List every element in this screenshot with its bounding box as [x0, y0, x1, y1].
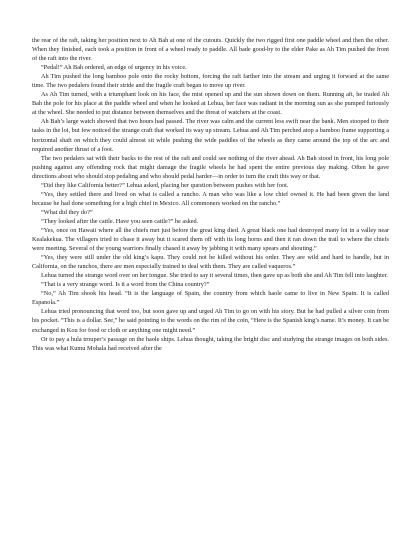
- paragraph: Lehua turned the strange word over on her tongue. She tried to say it several times, then gave up as both she and Ah Tim fell into laughter.: [41, 272, 388, 280]
- paragraph: Lehua tried pronouncing that word too, but soon gave up and urged Ah Tim to go on with his story. But he had pulled a silver coin from his pocket. “This is a dollar. See,” he said pointing to the words on the rim of the coin, “Here is the Spanish king’s name. It’s money. It can be exchanged in Kou for food or cloth or anything one might need.”: [32, 308, 389, 334]
- paragraph: the rear of the raft, taking her position next to Ah Bah at one of the cutouts. Quickly the two rigged first one paddle wheel and then the other. When they finished, each took a position in front of a wheel ready to paddle. All bade good-by to the elder Pake as Ah Tim pushed the front of the raft into the river.: [32, 37, 389, 63]
- document-page: [32, 36, 389, 353]
- paragraph: “What did they do?”: [41, 208, 93, 216]
- paragraph: “That is a very strange word. Is it a word from the China country?”: [41, 281, 210, 289]
- paragraph: As Ah Tim turned, with a triumphant look on his face, the mist opened up and the sun shown down on them. Running aft, he traded Ah Bah the pole for his place at the paddle wheel and when he looked at Lehua, her face was radiant in the morning sun as she pumped furiously at the wheel. She needed to put distance between themselves and the threat of watchers at the coast.: [32, 91, 389, 117]
- paragraph: Or to pay a hula trouper’s passage on the haole ships. Lehua thought, taking the bright disc and studying the strange images on both sides. This was what Kumu Mohala had received after the: [32, 335, 389, 352]
- paragraph: “Pedal!” Ah Bah ordered, an edge of urgency in his voice.: [41, 64, 187, 72]
- paragraph: “Yes, once on Hawaii where all the chiefs met just before the great king died. A great black one had destroyed many loi in a valley near Kealakekua. The villagers tried to chase it away but it scared them off with its long horns and then it ran down the trail to where the chiefs were meeting. Several of the young warriors finally chased it away by jabbing it with many spears and shouting.”: [32, 226, 389, 253]
- paragraph: “Did they like California better?” Lehua asked, placing her question between pushes with her foot.: [41, 181, 289, 189]
- paragraph: “No,” Ah Tim shook his head. “It is the language of Spain, the country from which haole came to live in New Spain. It is called Espanola.”: [32, 290, 389, 307]
- paragraph: “Yes, they were still under the old king’s kapu. They could not be killed without his order. They are wild and hard to handle, but in California, on the ranchos, there are men especially trained to deal with them. They are called vaqueros.”: [32, 254, 389, 271]
- paragraph: “They looked after the cattle. Have you seen cattle?” he asked.: [41, 217, 199, 225]
- paragraph: Ah Tim pushed the long bamboo pole onto the rocky bottom, forcing the raft farther into the stream and urging it forward at the same time. The two pedalers found their stride and the fragile craft began to move up river.: [32, 73, 389, 90]
- paragraph: The two pedalers sat with their backs to the rest of the raft and could see nothing of the river ahead. Ah Bah stood in front, his long pole pushing against any offending rock that might damage the fragile wheels he had spent the entire previous day making. Often he gave directions about who should stop pedaling and who should pedal harder—in order to turn the craft this way or that.: [32, 154, 389, 180]
- paragraph: “Yes, they settled there and lived on what is called a rancho. A man who was like a low chief owned it. He had been given the land because he had done something for a high chief in Mexico. All commoners worked on the rancho.”: [32, 190, 389, 207]
- paragraph: Ah Bah’s large watch showed that two hours had passed. The river was calm and the current less swift near the bank. Men stooped to their tasks in the loi, but few noticed the strange craft that worked its way up stream. Lehua and Ah Tim perched atop a bamboo frame supporting a horizontal shaft on which they could almost sit while pushing the wide paddles of the wheels as they came around the top of the arc and required another thrust of a foot.: [32, 118, 389, 153]
